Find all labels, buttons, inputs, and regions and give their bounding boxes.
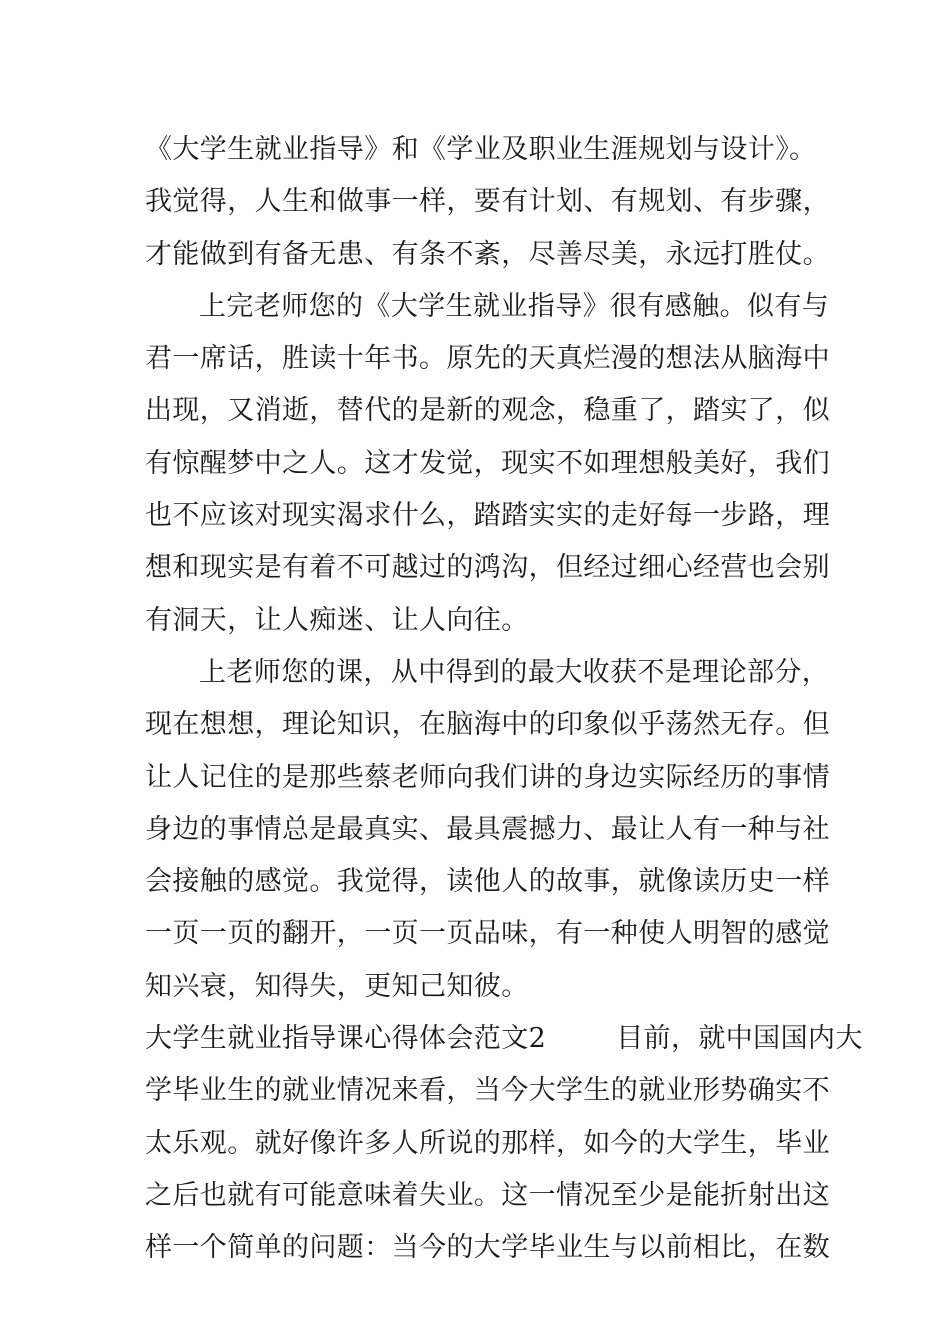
text-line: 君一席话，胜读十年书。原先的天真烂漫的想法从脑海中 — [145, 343, 830, 375]
section-text: 目前，就中国国内大 — [616, 1023, 863, 1055]
section-heading-line — [145, 1013, 863, 1065]
text-line: 也不应该对现实渴求什么，踏踏实实的走好每一步路，理 — [145, 500, 830, 532]
text-line: 身边的事情总是最真实、最具震撼力、最让人有一种与社 — [145, 813, 830, 845]
text-line: 会接触的感觉。我觉得，读他人的故事，就像读历史一样 — [145, 866, 830, 898]
text-line: 出现，又消逝，替代的是新的观念，稳重了，踏实了，似 — [145, 395, 830, 427]
text-line: 现在想想，理论知识，在脑海中的印象似乎荡然无存。但 — [145, 709, 830, 741]
text-line: 有洞天，让人痴迷、让人向往。 — [145, 604, 529, 636]
section-title: 大学生就业指导课心得体会范文2 — [145, 1023, 547, 1055]
text-line: 学毕业生的就业情况来看，当今大学生的就业形势确实不 — [145, 1075, 830, 1107]
text-line: 一页一页的翻开，一页一页品味，有一种使人明智的感觉 — [145, 918, 830, 950]
text-line: 想和现实是有着不可越过的鸿沟，但经过细心经营也会别 — [145, 552, 830, 584]
text-line: 有惊醒梦中之人。这才发觉，现实不如理想般美好，我们 — [145, 447, 830, 479]
text-line: 《大学生就业指导》和《学业及职业生涯规划与设计》。 — [145, 134, 817, 165]
paragraph-start-line: 上老师您的课，从中得到的最大收获不是理论部分， — [199, 656, 830, 688]
text-line: 太乐观。就好像许多人所说的那样，如今的大学生，毕业 — [145, 1127, 830, 1159]
text-line: 之后也就有可能意味着失业。这一情况至少是能折射出这 — [145, 1179, 830, 1211]
text-line: 才能做到有备无患、有条不紊，尽善尽美，永远打胜仗。 — [145, 238, 830, 270]
document-body — [145, 124, 863, 1275]
text-line: 知兴衰，知得失，更知己知彼。 — [145, 970, 529, 1002]
text-line: 样一个简单的问题：当今的大学毕业生与以前相比，在数 — [145, 1232, 830, 1264]
text-line: 我觉得，人生和做事一样，要有计划、有规划、有步骤， — [145, 186, 830, 218]
text-line: 让人记住的是那些蔡老师向我们讲的身边实际经历的事情 — [145, 761, 830, 793]
paragraph-start-line: 上完老师您的《大学生就业指导》很有感触。似有与 — [199, 290, 830, 322]
